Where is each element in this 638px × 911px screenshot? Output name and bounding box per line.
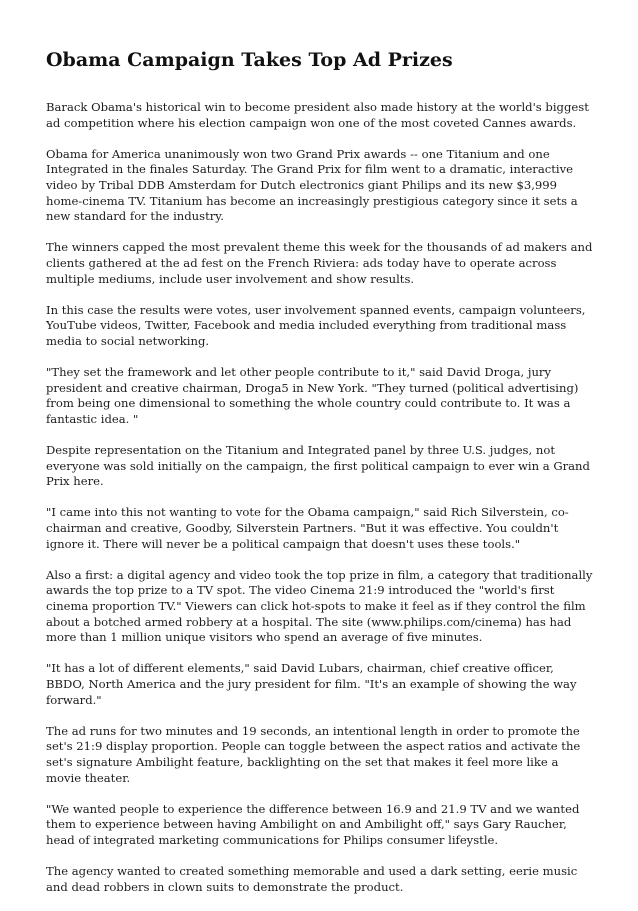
article-paragraph: "We wanted people to experience the difference between 16.9 and 21.9 TV and we wanted them to experience between having Ambilight on and Ambilight off," says Gary Raucher, head of integrated marketing communications for Philips consumer lifeystle.: [46, 801, 580, 847]
article-paragraph: Barack Obama's historical win to become president also made history at the world's biggest ad competition where his election campaign won one of the most coveted Cannes awards.: [46, 100, 589, 130]
article-paragraph: The agency wanted to created something memorable and used a dark setting, eerie music and dead robbers in clown suits to demonstrate the product.: [46, 864, 578, 894]
article-paragraph: In this case the results were votes, user involvement spanned events, campaign volunteers, YouTube videos, Twitter, Facebook and media included everything from traditional mass media to social networking.: [46, 302, 586, 348]
article-paragraph: Obama for America unanimously won two Grand Prix awards -- one Titanium and one Integrated in the finales Saturday. The Grand Prix for film went to a dramatic, interactive video by Tribal DDB Amsterdam for Dutch electronics giant Philips and its new $3,999 home-cinema TV. Titanium has become an increasingly prestigious category since it sets a new standard for the industry.: [46, 146, 578, 224]
article-paragraph: "They set the framework and let other people contribute to it," said David Droga, jury president and creative chairman, Droga5 in New York. "They turned (political advertising) from being one dimensional to something the whole country could contribute to. It was a fantastic idea. ": [46, 365, 579, 426]
article-paragraph: "I came into this not wanting to vote for the Obama campaign," said Rich Silverstein, co-chairman and creative, Goodby, Silverstein Partners. "But it was effective. You couldn't ignore it. There will never be a political campaign that doesn't uses these tools.": [46, 505, 569, 551]
article-title: Obama Campaign Takes Top Ad Prizes: [46, 49, 453, 71]
article-paragraph: Despite representation on the Titanium and Integrated panel by three U.S. judges, not everyone was sold initially on the campaign, the first political campaign to ever win a Grand Prix here.: [46, 443, 590, 489]
article-paragraph: "It has a lot of different elements," said David Lubars, chairman, chief creative officer, BBDO, North America and the jury president for film. "It's an example of showing the way forward.": [46, 661, 577, 707]
article-paragraph: The ad runs for two minutes and 19 seconds, an intentional length in order to promote the set's 21:9 display proportion. People can toggle between the aspect ratios and activate the set's signature Ambilight feature, backlighting on the set that makes it feel more like a movie theater.: [46, 723, 581, 785]
article-paragraph: The winners capped the most prevalent theme this week for the thousands of ad makers and clients gathered at the ad fest on the French Riviera: ads today have to operate across multiple mediums, include user involvement and show results.: [46, 240, 593, 286]
article-paragraph: Also a first: a digital agency and video took the top prize in film, a category that traditionally awards the top prize to a TV spot. The video Cinema 21:9 introduced the "world's first cinema proportion TV." Viewers can click hot-spots to make it feel as if they control the film about a botched armed robbery at a hospital. The site (www.philips.com/cinema) has had more than 1 million unique visitors who spend an average of five minutes.: [46, 567, 593, 645]
article: [46, 46, 594, 911]
